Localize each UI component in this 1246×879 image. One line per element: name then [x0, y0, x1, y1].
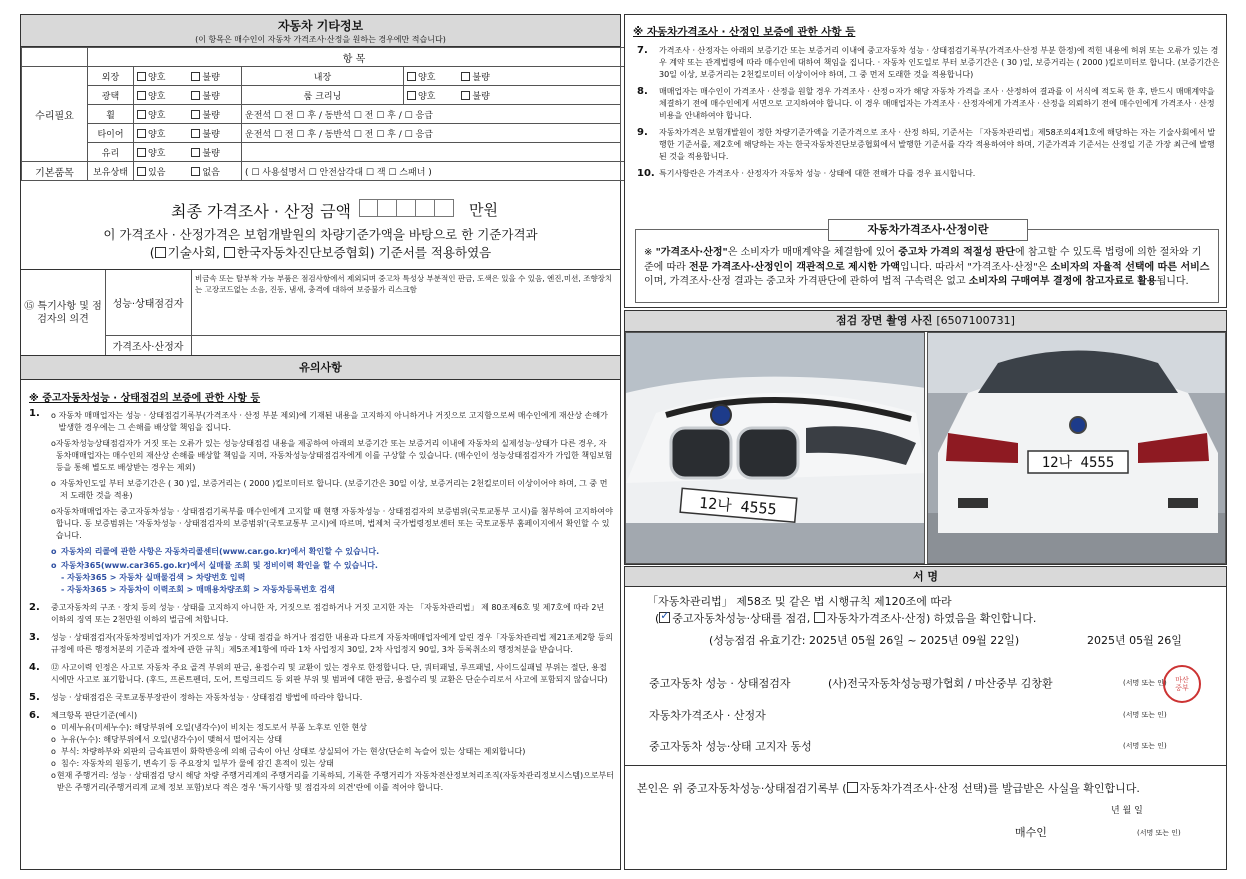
- front-car-image: [626, 333, 925, 564]
- sign-date: 2025년 05월 26일: [1087, 634, 1182, 647]
- checkbox[interactable]: [224, 247, 235, 258]
- option-label: 양호: [148, 91, 166, 102]
- receipt-statement: 본인은 위 중고자동차성능·상태점검기록부 ( 자동차가격조사·산정 선택)를 발급받은 사실을 확인합니다.: [637, 782, 1140, 795]
- basis-option-a: 기술사회,: [167, 245, 220, 260]
- checkbox[interactable]: [137, 129, 146, 138]
- row-label: 유리: [88, 143, 134, 162]
- note-paragraph: o 부식: 차량하부와 외판의 금속표면이 화학반응에 의해 금속이 아닌 상태로 상실되어 가는 현상(단순히 녹슬어 있는 상태는 제외합니다): [51, 747, 526, 756]
- definition-text: ※ "가격조사·산정"은 소비자가 매매계약을 체결함에 있어 중고차 가격의 적절성 판단에 참고할 수 있도록 법령에 의한 절차와 기준에 따라 전문 가격조사·산정인이 객관적으로 제시한 가액입니다. 따라서 "가격조사·산정"은 소비자의 자율적 선택에 따른 서비스이며, 가격조사·산정 결과는 중고차 가격판단에 관하여 법적 구속력은 없고 소비자의 구매여부 결정에 참고자료로 활용됩니다.: [644, 247, 1210, 287]
- note-number: 3.: [29, 632, 40, 643]
- note-paragraph: o 침수: 자동차의 원동기, 변속기 등 주요장치 일부가 물에 잠긴 흔적이 있는 상태: [51, 759, 334, 768]
- note-number: 5.: [29, 692, 40, 703]
- car365-step-1: - 자동차365 > 자동차 실매물검색 > 차량번호 입력: [61, 573, 246, 582]
- row-label: 휠: [88, 105, 134, 124]
- row-label: 내장: [242, 67, 404, 86]
- note-paragraph: o 자동차 매매업자는 성능 · 상태점검기록부(가격조사 · 산정 부분 제외)에 기재된 내용을 고지하지 아니하거나 거짓으로 고지함으로써 매수인에게 재산상 손해가 발생한 경우에는 그 손해를 배상할 책임을 집니다.: [51, 410, 614, 434]
- checkbox[interactable]: [155, 247, 166, 258]
- basis-option-b: 한국자동차진단보증협회) 기준서를 적용하였음: [236, 245, 492, 260]
- basic-items: ( ☐ 사용설명서 ☐ 안전삼각대 ☐ 잭 ☐ 스패너 ): [242, 162, 621, 181]
- note-text: 성능 · 상태점검자(자동차정비업자)가 거짓으로 성능 · 상태 점검을 하거나 점검한 내용과 다르게 자동차매매업자에게 알린 경우「자동차관리법 제21조제2항 등의 규정에 따른 행정처분의 기준과 절차에 관한 규칙」제5조제1항에 따라 1차 사업정지 30일, 2차 사업정지 90일, 3차 등록취소의 행정처분을 받습니다.: [51, 633, 614, 654]
- section-title: 자동차 기타정보: [277, 19, 364, 33]
- note-number: 6.: [29, 710, 40, 721]
- appraisal-label: 자동차가격조사·산정) 하였음을 확인합니다.: [826, 612, 1037, 625]
- inspector-sign-hint: (서명 또는 인): [1123, 679, 1167, 687]
- row-label: 광택: [88, 86, 134, 105]
- appraisal-definition-box: [635, 223, 1219, 303]
- checkbox[interactable]: [191, 110, 200, 119]
- section-header-other-info: [21, 15, 620, 47]
- signature-panel: [624, 566, 1227, 870]
- special-notes-label: ⑮ 특기사항 및 점검자의 의견: [21, 270, 106, 355]
- notes-heading: ※ 중고자동차성능 · 상태점검의 보증에 관한 사항 등: [29, 393, 261, 404]
- item-text: 가격조사 · 산정자는 아래의 보증기간 또는 보증거리 이내에 중고자동차 성능 · 상태점검기록부(가격조사·산정 부분 한정)에 적힌 내용에 허위 또는 오류가 있는 경우 계약 또는 관계법령에 따라 매수인에 대하여 책임을 집니다. · 자동차 인도일로 부터 보증기간은 ( 30 )일, 보증거리는 ( 2000 )킬로미터로 합니다. (보증기간은 30일 이상, 보증거리는 2천킬로미터 이상이어야 하며, 그 중 먼저 도래한 것을 적용합니다): [659, 46, 1220, 79]
- option-pair: [134, 162, 242, 181]
- note-paragraph: o 자동차인도일 부터 보증기간은 ( 30 )일, 보증거리는 ( 2000 )킬로미터로 합니다. (보증기간은 30일 이상, 보증거리는 2천킬로미터 이상이어야 하며, 그 중 먼저 도래한 것을 적용): [51, 478, 614, 502]
- definition-title: 자동차가격조사·산정이란: [828, 219, 1028, 241]
- note-text: 자동차성능상태점검자가 거짓 또는 오류가 있는 성능상태점검 내용을 제공하여 아래의 보증기간 또는 보증거리 이내에 자동차의 실제성능·상태가 다른 경우, 자동차매매업자는 매수인의 재산상 손해를 배상할 책임을 지며, 자동차성능상태점검자에게 이를 구상할 수 있습니다. (매수인이 성능상태점검자가 가입한 책임보험 등을 통해 별도로 배상받는 경우는 제외): [55, 439, 613, 472]
- inspector-role: 중고자동차 성능 · 상태점검자: [649, 677, 791, 690]
- photo-header: [625, 311, 1226, 332]
- note-text: 성능 · 상태점검은 국토교통부장관이 정하는 자동차성능 · 상태점검 방법에 따라야 합니다.: [51, 693, 363, 702]
- note-paragraph: o 자동차성능상태점검자가 거짓 또는 오류가 있는 성능상태점검 내용을 제공하여 아래의 보증기간 또는 보증거리 이내에 자동차의 실제성능·상태가 다른 경우, 자동차매매업자는 매수인의 재산상 손해를 배상할 책임을 지며, 자동차성능상태점검자에게 이를 구상할 수 있습니다. (매수인이 성능상태점검자가 가입한 책임보험 등을 통해 별도로 배상받는 경우는 제외): [51, 439, 613, 472]
- special-notes: [21, 270, 620, 355]
- option-label: 양호: [418, 72, 436, 83]
- item-number: 10.: [637, 168, 655, 179]
- checkbox[interactable]: [191, 148, 200, 157]
- note-text: 자동차의 리콜에 관한 사항은 자동차리콜센터(www.car.go.kr)에서 확인할 수 있습니다.: [61, 547, 380, 556]
- checkbox[interactable]: [407, 72, 416, 81]
- note-item-1: [29, 408, 614, 596]
- option-pair: [404, 67, 621, 86]
- note-text: 체크항목 판단기준(예시): [51, 711, 138, 720]
- section-subtitle: (이 항목은 매수인이 자동차 가격조사·산정을 원하는 경우에만 적습니다): [195, 35, 446, 44]
- guarantee-panel: [624, 14, 1227, 308]
- checkbox[interactable]: [461, 91, 470, 100]
- option-label: 양호: [148, 148, 166, 159]
- option-label: 양호: [148, 129, 166, 140]
- appraisal-checkbox[interactable]: [814, 612, 825, 623]
- car365-step-2: - 자동차365 > 자동차이 이력조회 > 매매용차량조회 > 자동차등록번호 검색: [61, 585, 335, 594]
- legal-basis: 「자동차관리법」 제58조 및 같은 법 시행규칙 제120조에 따라: [647, 595, 952, 608]
- note-text: 미세누유(미세누수): 해당부위에 오일(냉각수)이 비치는 정도로서 부품 노후로 인한 현상: [61, 723, 368, 732]
- option-label: 불량: [472, 72, 490, 83]
- photo-title: 점검 장면 촬영 사진: [836, 314, 933, 327]
- appraiser-role: 자동차가격조사 · 산정자: [649, 709, 766, 722]
- photo-code: [6507100731]: [936, 314, 1015, 327]
- option-label: 불량: [472, 91, 490, 102]
- guarantee-item-7: [637, 45, 1222, 81]
- option-pair: [134, 67, 242, 86]
- inspector-label: 성능·상태점검자: [105, 270, 192, 336]
- section-header-notes: 유의사항: [21, 355, 620, 380]
- note-paragraph: o 누유(누수): 해당부위에서 오일(냉각수)이 맺혀서 떨어지는 상태: [51, 735, 283, 744]
- note-paragraph: o 자동차매매업자는 중고자동차성능 · 상태점검기록부를 매수인에게 고지할 때 현행 자동차성능 · 상태점검자의 보증범위(국토교통부 고시)를 첨부하여 고지하여야 합니다. 동 보증범위는 '자동차성능 · 상태점검자의 보증범위'(국토교통부 고시)에 따르며, 법제처 국가법령정보센터 또는 국토교통부 홈페이지에서 확인할 수 있습니다.: [51, 507, 613, 540]
- buyer-sign-hint: (서명 또는 인): [1137, 829, 1181, 837]
- appraiser-sign-hint: (서명 또는 인): [1123, 711, 1167, 719]
- seal-stamp: [1163, 665, 1201, 703]
- car365-notice: o 자동차365(www.car365.go.kr)에서 실매물 조회 및 정비이력 확인을 할 수 있습니다.: [51, 561, 378, 570]
- note-item-2: [29, 602, 614, 626]
- guarantee-item-10: [637, 168, 1222, 180]
- guarantee-heading: ※ 자동차가격조사 · 산정인 보증에 관한 사항 등: [633, 26, 856, 38]
- inspection-label: 중고자동차성능·상태를 점검,: [672, 612, 811, 625]
- basis-line-1: 이 가격조사 · 산정가격은 보험개발원의 차량기준가액을 바탕으로 한 기준가격과: [103, 227, 538, 242]
- row-label: 타이어: [88, 124, 134, 143]
- note-number: 1.: [29, 408, 40, 419]
- inspector-opinion: 비금속 또는 탈부착 가능 부품은 점검사항에서 제외되며 중고차 특성상 부분적인 판금, 도색은 있을 수 있음, 엔진,미션, 조향장치는 고장코드없는 소음, 진동, 냄새, 충격에 대하여 보증불가 리스크함: [195, 274, 613, 294]
- note-text: 중고자동차의 구조 · 장치 등의 성능 · 상태를 고지하지 아니한 자, 거짓으로 점검하거나 거짓 고지한 자는 「자동차관리법」 제 80조제6호 및 제7호에 따라 2년 이하의 징역 또는 2천만원 이하의 벌금에 처합니다.: [51, 603, 605, 624]
- option-label: 불량: [202, 129, 220, 140]
- note-item-6: [29, 710, 614, 794]
- option-label: 불량: [202, 72, 220, 83]
- final-price-label: 최종 가격조사 · 산정 금액: [171, 202, 351, 221]
- notifier-role: 중고자동차 성능·상태 고지자 동성: [649, 740, 812, 753]
- check-statement: (✓ 중고자동차성능·상태를 점검, 자동차가격조사·산정) 하였음을 확인합니다.: [655, 610, 1036, 626]
- row-label: 보유상태: [88, 162, 134, 181]
- checkbox[interactable]: [137, 167, 146, 176]
- item-text: 특기사항란은 가격조사 · 산정자가 자동차 성능 · 상태에 대한 전해가 다를 경우 표시합니다.: [659, 169, 976, 178]
- inspector-name: (사)전국자동차성능평가협회 / 마산중부 김창환: [828, 677, 1053, 690]
- note-item-4: [29, 662, 614, 686]
- basis-line-2: ( 기술사회, 한국자동차진단보증협회) 기준서를 적용하였음: [149, 245, 492, 260]
- checkbox[interactable]: [461, 72, 470, 81]
- checkbox[interactable]: [407, 91, 416, 100]
- final-price-input[interactable]: [359, 199, 454, 217]
- note-text: ⑫ 사고이력 인정은 사고로 자동차 주요 골격 부위의 판금, 용접수리 및 교환이 있는 경우로 한정합니다. 단, 쿼터패널, 루프패널, 사이드실패널 부위는 절단, 용접 시에만 사고로 표기합니다. (후드, 프론트펜더, 도어, 트렁크리드 등 외판 부위 및 범퍼에 대한 판금, 용접수리 및 교환은 단순수리로서 사고에 포함되지 않습니다): [51, 663, 608, 684]
- note-paragraph: o 현재 주행거리: 성능 · 상태점검 당시 해당 차량 주행거리계의 주행거리를 기록하되, 기록한 주행거리가 자동차전산정보처리조직(자동차관리정보시스템)으로부터 받은 주행거리(주행거리계 교체 정보 포함)보다 적은 경우 '특기사항 및 점검자의 의견'란에 이를 적어야 합니다.: [51, 771, 615, 792]
- note-text: 침수: 자동차의 원동기, 변속기 등 주요장치 일부가 물에 잠긴 흔적이 있는 상태: [61, 759, 334, 768]
- receipt-checkbox[interactable]: [847, 782, 858, 793]
- rear-car-image: [928, 333, 1226, 564]
- empty-cell: [242, 143, 621, 162]
- item-number: 7.: [637, 45, 648, 56]
- note-text: 자동차 매매업자는 성능 · 상태점검기록부(가격조사 · 산정 부분 제외)에 기재된 내용을 고지하지 아니하거나 거짓으로 고지함으로써 매수인에게 재산상 손해가 발생한 경우에는 그 손해를 배상할 책임을 집니다.: [58, 411, 608, 432]
- rear-plate: 12나 4555: [1041, 455, 1115, 471]
- appraiser-label: 가격조사·산정자: [105, 336, 192, 355]
- item-number: 8.: [637, 86, 648, 97]
- notifier-sign-hint: (서명 또는 인): [1123, 742, 1167, 750]
- basic-group-label: 기본품목: [22, 162, 88, 181]
- note-text: 자동차365(www.car365.go.kr)에서 실매물 조회 및 정비이력 확인을 할 수 있습니다.: [61, 561, 378, 570]
- note-text: 자동차인도일 부터 보증기간은 ( 30 )일, 보증거리는 ( 2000 )킬로미터로 합니다. (보증기간은 30일 이상, 보증거리는 2천킬로미터 이상이어야 하며, 그 중 먼저 도래한 것을 적용): [59, 479, 608, 500]
- option-label: 없음: [202, 167, 220, 178]
- option-label: 양호: [148, 110, 166, 121]
- checkbox[interactable]: [137, 110, 146, 119]
- guarantee-item-9: [637, 127, 1222, 163]
- photo-panel: [624, 310, 1227, 565]
- note-item-5: [29, 692, 614, 704]
- option-label: 있음: [148, 167, 166, 178]
- final-price-unit: 만원: [469, 201, 498, 219]
- item-text: 매매업자는 매수인이 가격조사 · 산정을 원할 경우 가격조사 · 산정ㅇ자가 해당 자동차 가격을 조사 · 산정하여 결과를 이 서식에 적도록 한 후, 반드시 매매계약을 체결하기 전에 매수인에게 서면으로 고지하여야 합니다. 이 경우 매매업자는 가격조사 · 산정자에게 가격조사 · 산정을 의뢰하기 전에 매수인에게 가격조사 · 산정 비용을 안내하여야 합니다.: [659, 87, 1215, 120]
- option-pair: [134, 86, 242, 105]
- note-item-3: [29, 632, 614, 656]
- signature-header: 서 명: [625, 567, 1226, 587]
- row-label: 룸 크리닝: [242, 86, 404, 105]
- item-number: 9.: [637, 127, 648, 138]
- checkbox[interactable]: [137, 91, 146, 100]
- rear-car-photo: [927, 332, 1226, 564]
- front-plate: 12나 4555: [698, 493, 778, 519]
- option-label: 양호: [418, 91, 436, 102]
- row-label: 외장: [88, 67, 134, 86]
- note-number: 2.: [29, 602, 40, 613]
- checkbox[interactable]: [191, 129, 200, 138]
- option-label: 불량: [202, 110, 220, 121]
- option-label: 불량: [202, 148, 220, 159]
- notes-body: [29, 389, 614, 794]
- validity-period: (성능점검 유효기간: 2025년 05월 26일 ~ 2025년 09월 22일): [709, 634, 1020, 647]
- tire-position: 운전석 ☐ 전 ☐ 후 / 동반석 ☐ 전 ☐ 후 / ☐ 응급: [242, 124, 621, 143]
- option-label: 불량: [202, 91, 220, 102]
- front-car-photo: [625, 332, 925, 564]
- wheel-position: 운전석 ☐ 전 ☐ 후 / 동반석 ☐ 전 ☐ 후 / ☐ 응급: [242, 105, 621, 124]
- checkbox[interactable]: [191, 72, 200, 81]
- note-text: 현재 주행거리: 성능 · 상태점검 당시 해당 차량 주행거리계의 주행거리를 기록하되, 기록한 주행거리가 자동차전산정보처리조직(자동차관리정보시스템)으로부터 받은 주행거리(주행거리계 교체 정보 포함)보다 적은 경우 '특기사항 및 점검자의 의견'란에 이를 적어야 합니다.: [56, 771, 615, 792]
- checkbox[interactable]: [137, 148, 146, 157]
- item-text: 자동차가격은 보험개발원이 정한 차량기준가액을 기준가격으로 조사 · 산정 하되, 기준서는 「자동차관리법」제58조의4제1호에 해당하는 자는 기술사회에서 발행한 기준서를, 제2호에 해당하는 자는 한국자동차진단보증협회에서 발행한 기준서를 각각 적용하여야 하며, 기준가격과 기준서는 산정일 기준 가장 최근에 발행된 것을 적용합니다.: [659, 128, 1216, 161]
- option-pair: [404, 86, 621, 105]
- guarantee-item-8: [637, 86, 1222, 122]
- checkbox[interactable]: [191, 167, 200, 176]
- note-text: 자동차매매업자는 중고자동차성능 · 상태점검기록부를 매수인에게 고지할 때 현행 자동차성능 · 상태점검자의 보증범위(국토교통부 고시)를 첨부하여 고지하여야 합니다. 동 보증범위는 '자동차성능 · 상태점검자의 보증범위'(국토교통부 고시)에 따르며, 법제처 국가법령정보센터 또는 국토교통부 홈페이지에서 확인할 수 있습니다.: [55, 507, 613, 540]
- checkbox[interactable]: [137, 72, 146, 81]
- buyer-label: 매수인: [1015, 826, 1047, 839]
- option-pair: [134, 105, 242, 124]
- checkbox[interactable]: [191, 91, 200, 100]
- option-pair: [134, 124, 242, 143]
- seal-text: 마산중부: [1175, 676, 1189, 692]
- note-text: 누유(누수): 해당부위에서 오일(냉각수)이 맺혀서 떨어지는 상태: [61, 735, 283, 744]
- inspection-checkbox[interactable]: [659, 612, 670, 623]
- note-number: 4.: [29, 662, 40, 673]
- receipt-date: 년 월 일: [1111, 806, 1143, 816]
- recall-notice: o 자동차의 리콜에 관한 사항은 자동차리콜센터(www.car.go.kr)에서 확인할 수 있습니다.: [51, 547, 380, 556]
- left-panel: [20, 14, 621, 870]
- vehicle-other-info-table: [21, 47, 677, 181]
- header-item: 항 목: [88, 48, 621, 67]
- option-label: 양호: [148, 72, 166, 83]
- note-paragraph: o 미세누유(미세누수): 해당부위에 오일(냉각수)이 비치는 정도로서 부품 노후로 인한 현상: [51, 723, 368, 732]
- note-text: 부식: 차량하부와 외판의 금속표면이 화학반응에 의해 금속이 아닌 상태로 상실되어 가는 현상(단순히 녹슬어 있는 상태는 제외합니다): [61, 747, 526, 756]
- repair-group-label: 수리필요: [22, 67, 88, 162]
- option-pair: [134, 143, 242, 162]
- final-price-block: [21, 191, 620, 270]
